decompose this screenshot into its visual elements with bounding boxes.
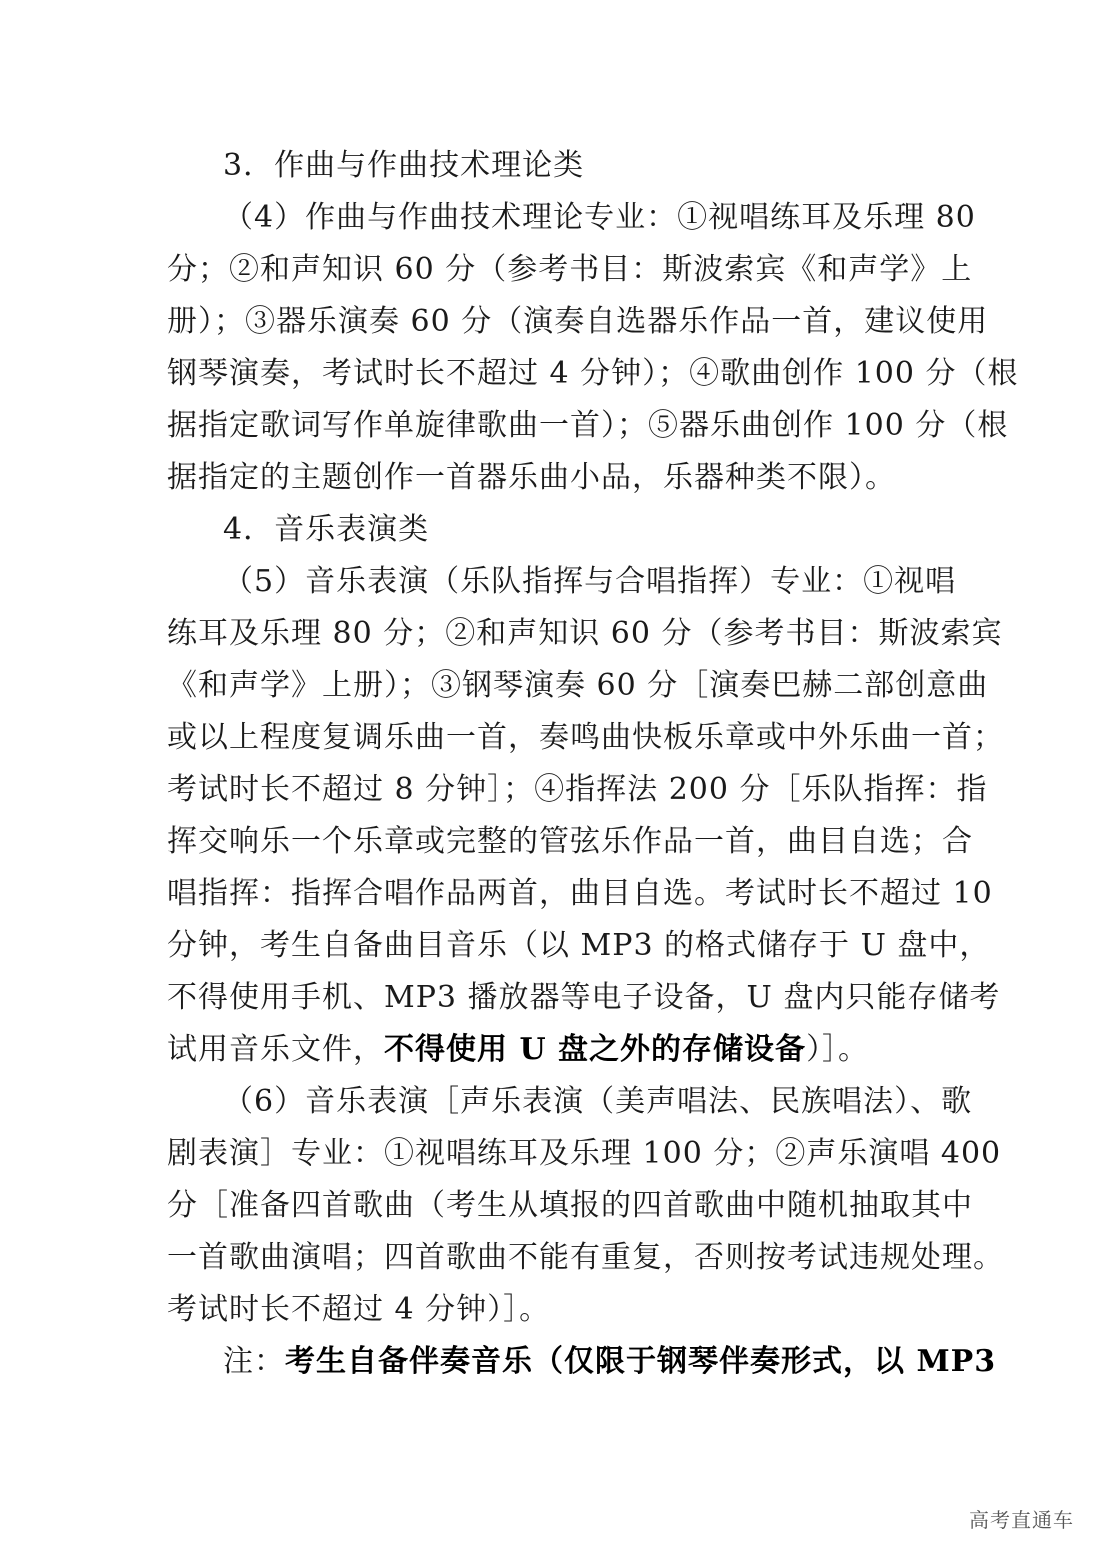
paragraph-line: 分［准备四首歌曲（考生从填报的四首歌曲中随机抽取其中 [167,1188,973,1223]
bold-emphasis: 不得使用 U 盘之外的存储设备 [384,1032,807,1067]
document-body [167,140,1019,1388]
paragraph-line: 或以上程度复调乐曲一首，奏鸣曲快板乐章或中外乐曲一首； [167,720,1004,755]
paragraph-line: 钢琴演奏，考试时长不超过 4 分钟）；④歌曲创作 100 分（根 [167,356,1019,391]
paragraph-line: （4）作曲与作曲技术理论专业：①视唱练耳及乐理 80 [223,200,976,235]
bold-emphasis: 考生自备伴奏音乐（仅限于钢琴伴奏形式，以 MP3 [285,1344,997,1379]
paragraph-line: 唱指挥：指挥合唱作品两首，曲目自选。考试时长不超过 10 [167,876,993,911]
paragraph-line: 册）；③器乐演奏 60 分（演奏自选器乐作品一首，建议使用 [167,304,989,339]
paragraph-line: 考试时长不超过 4 分钟）］。 [167,1292,551,1327]
paragraph-line: 挥交响乐一个乐章或完整的管弦乐作品一首，曲目自选；合 [167,824,973,859]
section-heading-performance: 4．音乐表演类 [223,512,430,547]
paragraph-line: 剧表演］专业：①视唱练耳及乐理 100 分；②声乐演唱 400 [167,1136,1002,1171]
paragraph-line: 《和声学》上册）；③钢琴演奏 60 分［演奏巴赫二部创意曲 [167,668,989,703]
paragraph-line: 分钟，考生自备曲目音乐（以 MP3 的格式储存于 U 盘中， [167,928,991,963]
paragraph-line: 据指定的主题创作一首器乐曲小品，乐器种类不限）。 [167,460,896,495]
paragraph-line: 分；②和声知识 60 分（参考书目：斯波索宾《和声学》上 [167,252,973,287]
paragraph-line: 练耳及乐理 80 分；②和声知识 60 分（参考书目：斯波索宾 [167,616,1003,651]
paragraph-line: 不得使用手机、MP3 播放器等电子设备，U 盘内只能存储考 [167,980,1001,1015]
paragraph-line: 一首歌曲演唱；四首歌曲不能有重复，否则按考试违规处理。 [167,1240,1004,1275]
section-heading-composition: 3．作曲与作曲技术理论类 [223,148,585,183]
note-line: 注：考生自备伴奏音乐（仅限于钢琴伴奏形式，以 MP3 [223,1344,997,1379]
paragraph-line: 据指定歌词写作单旋律歌曲一首）；⑤器乐曲创作 100 分（根 [167,408,1009,443]
paragraph-line: （5）音乐表演（乐队指挥与合唱指挥）专业：①视唱 [223,564,957,599]
watermark-text: 高考直通车 [969,1508,1074,1532]
paragraph-line: 试用音乐文件，不得使用 U 盘之外的存储设备）］。 [167,1032,870,1067]
paragraph-line: 考试时长不超过 8 分钟］；④指挥法 200 分［乐队指挥：指 [167,772,988,807]
paragraph-line: （6）音乐表演［声乐表演（美声唱法、民族唱法）、歌 [223,1084,973,1119]
